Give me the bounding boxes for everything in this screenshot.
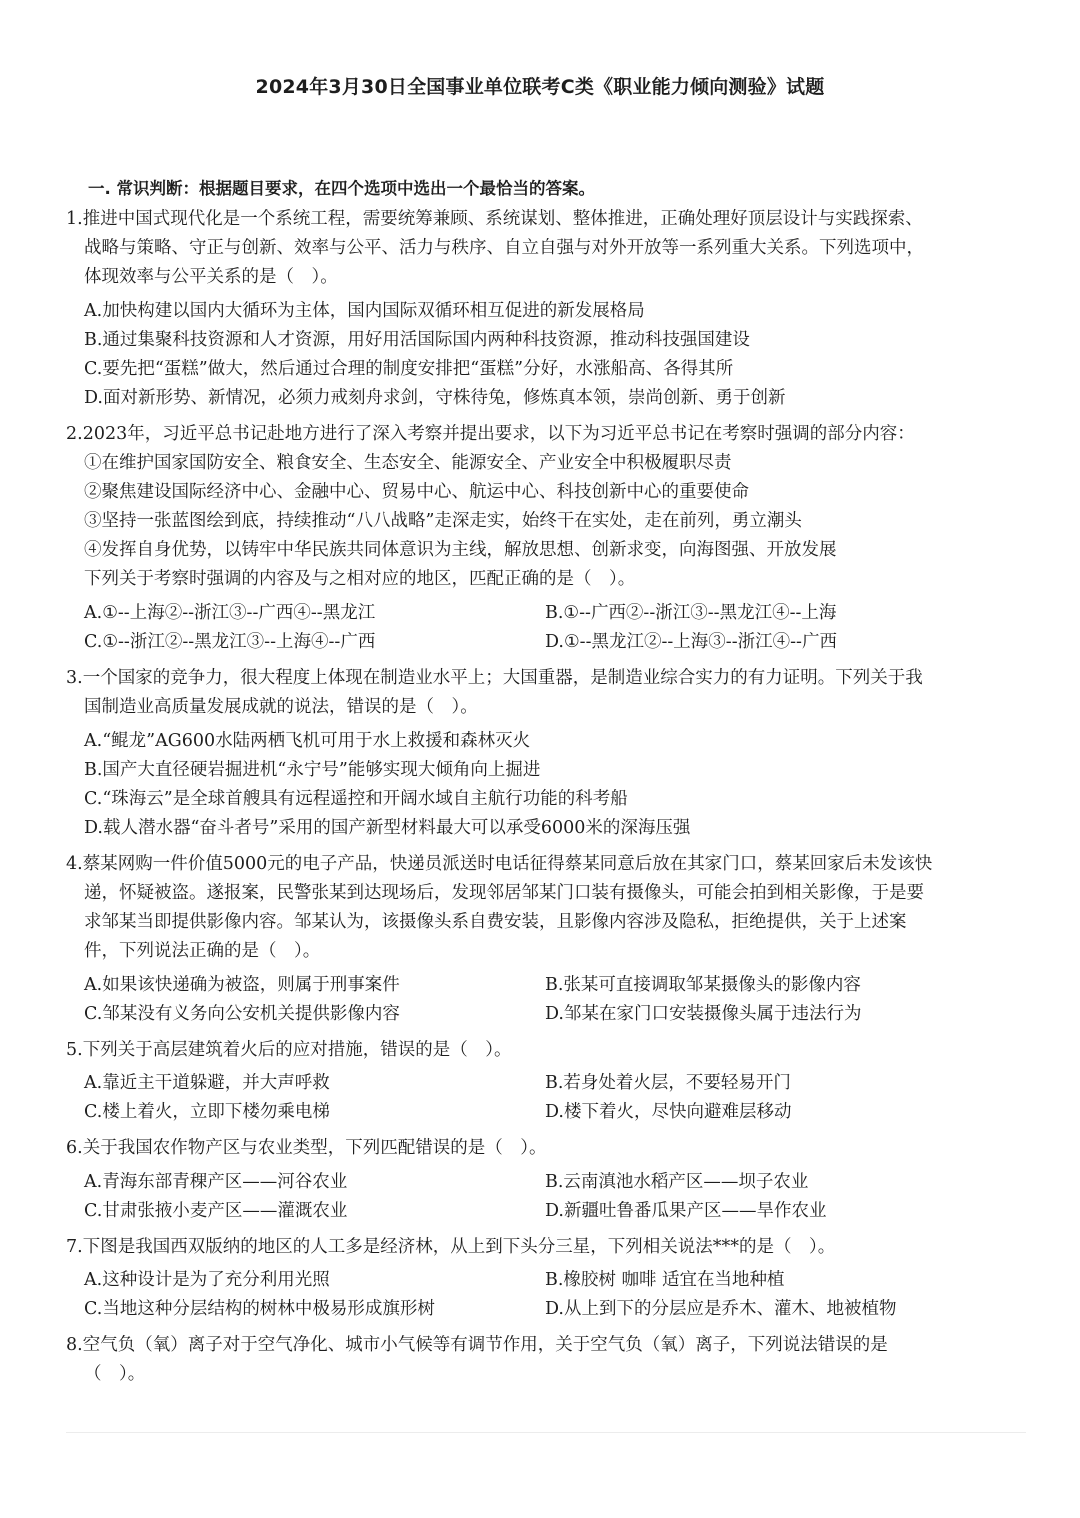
question-4-stem-cont: 递，怀疑被盗。遂报案，民警张某到达现场后，发现邻居邹某门口装有摄像头，可能会拍到相关影像，于是要 [84,883,924,903]
question-3-option-b: B.国产大直径硬岩掘进机“永宁号”能够实现大倾角向上掘进 [84,760,541,780]
question-5-option-d: D.楼下着火，尽快向避难层移动 [545,1102,792,1122]
question-7-option-a: A.这种设计是为了充分利用光照 [84,1270,330,1290]
question-3-option-c: C.“珠海云”是全球首艘具有远程遥控和开阔水域自主航行功能的科考船 [84,789,628,809]
question-6-option-d: D.新疆吐鲁番瓜果产区——旱作农业 [545,1201,827,1221]
question-2-item-2: ②聚焦建设国际经济中心、金融中心、贸易中心、航运中心、科技创新中心的重要使命 [84,482,749,502]
question-1-stem: 1.推进中国式现代化是一个系统工程，需要统筹兼顾、系统谋划、整体推进，正确处理好顶层设计与实践探索、 [66,209,923,229]
question-5-option-c: C.楼上着火，立即下楼勿乘电梯 [84,1102,330,1122]
section-heading: 一. 常识判断：根据题目要求，在四个选项中选出一个最恰当的答案。 [88,179,596,198]
question-3-stem-cont: 国制造业高质量发展成就的说法，错误的是（ ）。 [84,697,478,717]
page-title: 2024年3月30日全国事业单位联考C类《职业能力倾向测验》试题 [255,76,825,98]
question-6-stem: 6.关于我国农作物产区与农业类型，下列匹配错误的是（ ）。 [66,1138,547,1158]
question-3-option-d: D.载人潜水器“奋斗者号”采用的国产新型材料最大可以承受6000米的深海压强 [84,818,691,838]
question-2-item-3: ③坚持一张蓝图绘到底，持续推动“八八战略”走深走实，始终干在实处，走在前列，勇立潮头 [84,511,802,531]
question-4-option-b: B.张某可直接调取邹某摄像头的影像内容 [545,975,861,995]
question-1-option-a: A.加快构建以国内大循环为主体，国内国际双循环相互促进的新发展格局 [84,301,645,321]
question-4-option-d: D.邹某在家门口安装摄像头属于违法行为 [545,1004,862,1024]
question-5-stem: 5.下列关于高层建筑着火后的应对措施，错误的是（ ）。 [66,1040,512,1060]
question-4-option-a: A.如果该快递确为被盗，则属于刑事案件 [84,975,400,995]
question-5-option-a: A.靠近主干道躲避，并大声呼救 [84,1073,330,1093]
question-2-option-c: C.①--浙江②--黑龙江③--上海④--广西 [84,632,376,652]
question-7-option-c: C.当地这种分层结构的树林中极易形成旗形树 [84,1299,435,1319]
question-3-option-a: A.“鲲龙”AG600水陆两栖飞机可用于水上救援和森林灭火 [84,731,531,751]
question-6-option-b: B.云南滇池水稻产区——坝子农业 [545,1172,809,1192]
question-2-item-1: ①在维护国家国防安全、粮食安全、生态安全、能源安全、产业安全中积极履职尽责 [84,453,732,473]
question-5-option-b: B.若身处着火层，不要轻易开门 [545,1073,791,1093]
question-2-item-4: ④发挥自身优势，以铸牢中华民族共同体意识为主线，解放思想、创新求变，向海图强、开放发展 [84,540,837,560]
question-8-stem-cont: （ ）。 [84,1364,146,1384]
question-8-stem: 8.空气负（氧）离子对于空气净化、城市小气候等有调节作用，关于空气负（氧）离子，下列说法错误的是 [66,1335,888,1355]
question-4-stem-cont: 求邹某当即提供影像内容。邹某认为，该摄像头系自费安装，且影像内容涉及隐私，拒绝提供，关于上述案 [84,912,907,932]
question-1-stem-cont: 体现效率与公平关系的是（ ）。 [84,267,338,287]
question-1-stem-cont: 战略与策略、守正与创新、效率与公平、活力与秩序、自立自强与对外开放等一系列重大关系。下列选项中， [84,238,924,258]
question-2-option-a: A.①--上海②--浙江③--广西④--黑龙江 [84,603,376,623]
question-4-stem-cont: 件，下列说法正确的是（ ）。 [84,941,321,961]
question-7-option-d: D.从上到下的分层应是乔木、灌木、地被植物 [545,1299,897,1319]
question-7-option-b: B.橡胶树 咖啡 适宜在当地种植 [545,1270,785,1290]
question-7-stem: 7.下图是我国西双版纳的地区的人工多是经济林，从上到下头分三星，下列相关说法***的是（ ）。 [66,1237,836,1257]
question-2-option-d: D.①--黑龙江②--上海③--浙江④--广西 [545,632,837,652]
question-4-stem: 4.蔡某网购一件价值5000元的电子产品，快递员派送时电话征得蔡某同意后放在其家门口，蔡某回家后未发该快 [66,854,933,874]
question-6-option-c: C.甘肃张掖小麦产区——灌溉农业 [84,1201,348,1221]
question-1-option-b: B.通过集聚科技资源和人才资源，用好用活国际国内两种科技资源，推动科技强国建设 [84,330,750,350]
question-2-stem-cont: 下列关于考察时强调的内容及与之相对应的地区，匹配正确的是（ ）。 [84,569,636,589]
page-bottom-divider [66,1432,1026,1433]
question-1-option-d: D.面对新形势、新情况，必须力戒刻舟求剑，守株待兔，修炼真本领，崇尚创新、勇于创新 [84,388,786,408]
question-6-option-a: A.青海东部青稞产区——河谷农业 [84,1172,348,1192]
question-1-option-c: C.要先把“蛋糕”做大，然后通过合理的制度安排把“蛋糕”分好，水涨船高、各得其所 [84,359,734,379]
question-3-stem: 3.一个国家的竞争力，很大程度上体现在制造业水平上；大国重器，是制造业综合实力的有力证明。下列关于我 [66,668,923,688]
question-2-option-b: B.①--广西②--浙江③--黑龙江④--上海 [545,603,837,623]
question-4-option-c: C.邹某没有义务向公安机关提供影像内容 [84,1004,400,1024]
question-2-stem: 2.2023年，习近平总书记赴地方进行了深入考察并提出要求，以下为习近平总书记在考察时强调的部分内容： [66,424,915,444]
